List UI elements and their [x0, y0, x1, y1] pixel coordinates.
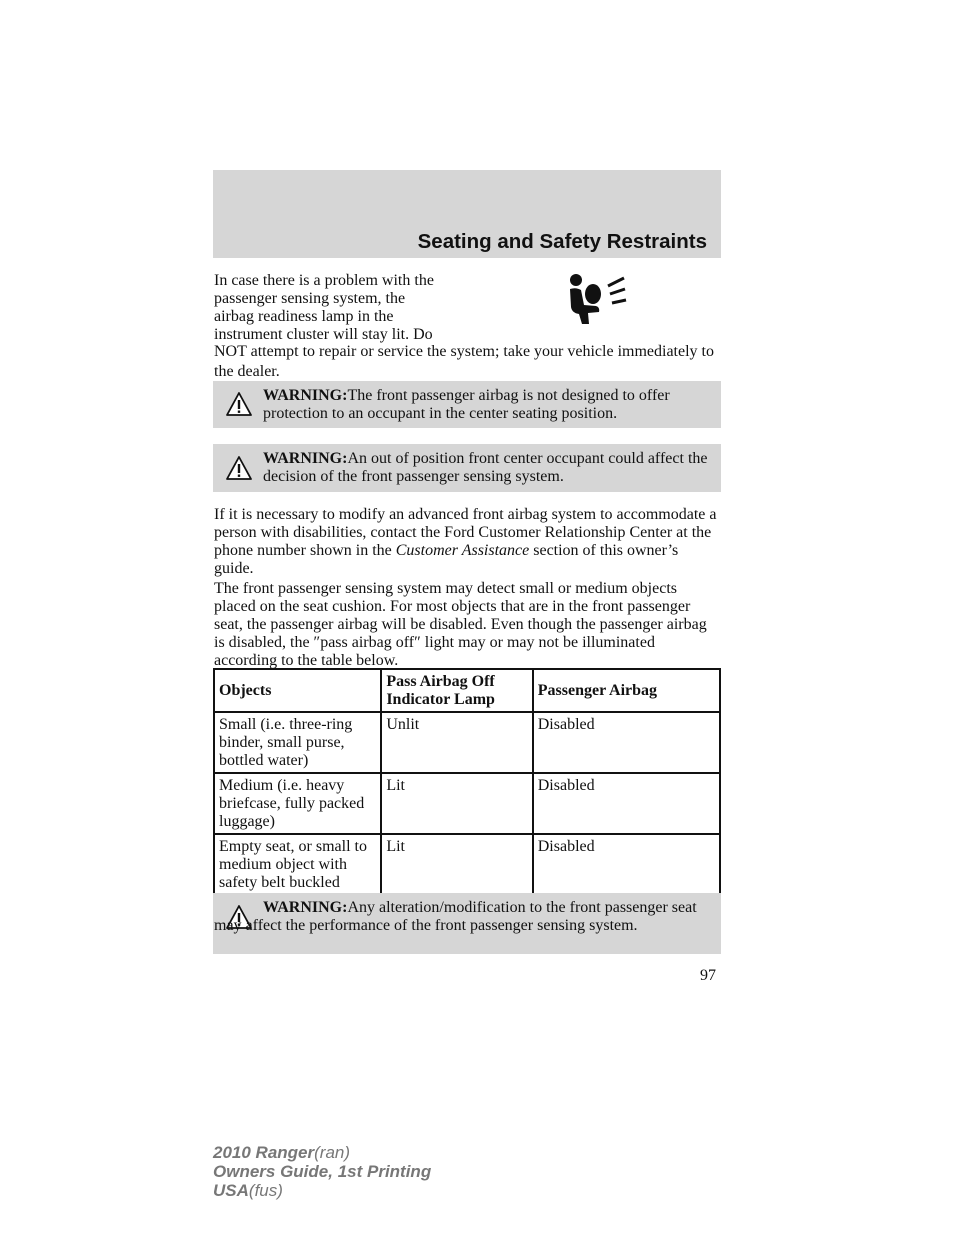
intro-line: passenger sensing system, the: [214, 290, 406, 307]
warning-label: WARNING:: [263, 450, 348, 467]
warning-text: [263, 387, 711, 423]
intro-line: airbag readiness lamp in the: [214, 308, 394, 325]
section-title: Seating and Safety Restraints: [417, 230, 707, 253]
warning-triangle-icon: [226, 455, 252, 481]
warning-label: WARNING:: [263, 899, 348, 916]
intro-line: instrument cluster will stay lit. Do: [214, 326, 433, 343]
warning-triangle-icon: [226, 391, 252, 417]
airbag-readiness-lamp-icon: [566, 272, 628, 328]
table-cell: Unlit: [381, 712, 532, 773]
modify-paragraph: If it is necessary to modify an advanced front airbag system to accommodate a person with disabilities, contact the Ford Customer Relationship Center at the phone number shown in the Customer Assistance section of this owner’s guide.: [214, 506, 717, 577]
table-cell: Small (i.e. three-ring binder, small purse, bottled water): [214, 712, 381, 773]
warning-body: Any alteration/modification to the front passenger seat may affect the performance of the front passenger sensing system.: [214, 899, 697, 934]
table-cell: Medium (i.e. heavy briefcase, fully packed luggage): [214, 773, 381, 834]
column-header: Pass Airbag Off Indicator Lamp: [381, 669, 532, 712]
table-cell: Lit: [381, 834, 532, 895]
column-header: Objects: [214, 669, 381, 712]
table-cell: Empty seat, or small to medium object with safety belt buckled: [214, 834, 381, 895]
warning-box: [213, 893, 721, 954]
warning-box: [213, 444, 721, 492]
warning-label: WARNING:: [263, 387, 348, 404]
intro-line: In case there is a problem with the: [214, 272, 434, 289]
table-cell: Lit: [381, 773, 532, 834]
footer-line: Owners Guide, 1st Printing: [213, 1162, 432, 1181]
table-row: [214, 834, 720, 895]
table-cell: Disabled: [533, 773, 720, 834]
warning-body: An out of position front center occupant could affect the decision of the front passenger sensing system.: [263, 450, 708, 485]
table-row: [214, 773, 720, 834]
intro-continued: NOT attempt to repair or service the system; take your vehicle immediately to the dealer.: [214, 343, 714, 380]
table-cell: Disabled: [533, 712, 720, 773]
table-cell: Disabled: [533, 834, 720, 895]
customer-assistance-reference: Customer Assistance: [395, 542, 530, 559]
warning-box: [213, 381, 721, 428]
column-header: Passenger Airbag: [533, 669, 720, 712]
objects-paragraph: The front passenger sensing system may detect small or medium objects placed on the seat cushion. For most objects that are in the front passenger seat, the passenger airbag will be disabled. Even though the passenger airbag is disabled, the ″pass airbag off″ light may or may not be illuminated according to the table below.: [214, 580, 707, 669]
footer-line: USA(fus): [213, 1181, 283, 1200]
objects-table: [213, 668, 721, 896]
section-header: [213, 170, 721, 258]
warning-text: [214, 899, 711, 935]
page-number: 97: [700, 967, 716, 984]
footer-line: 2010 Ranger(ran): [213, 1143, 351, 1162]
intro-paragraph: [214, 272, 720, 344]
warning-body: The front passenger airbag is not designed to offer protection to an occupant in the center seating position.: [263, 387, 670, 422]
warning-text: [263, 450, 711, 486]
table-header-row: [214, 669, 720, 712]
table-row: [214, 712, 720, 773]
footer-imprint: [213, 1143, 431, 1200]
